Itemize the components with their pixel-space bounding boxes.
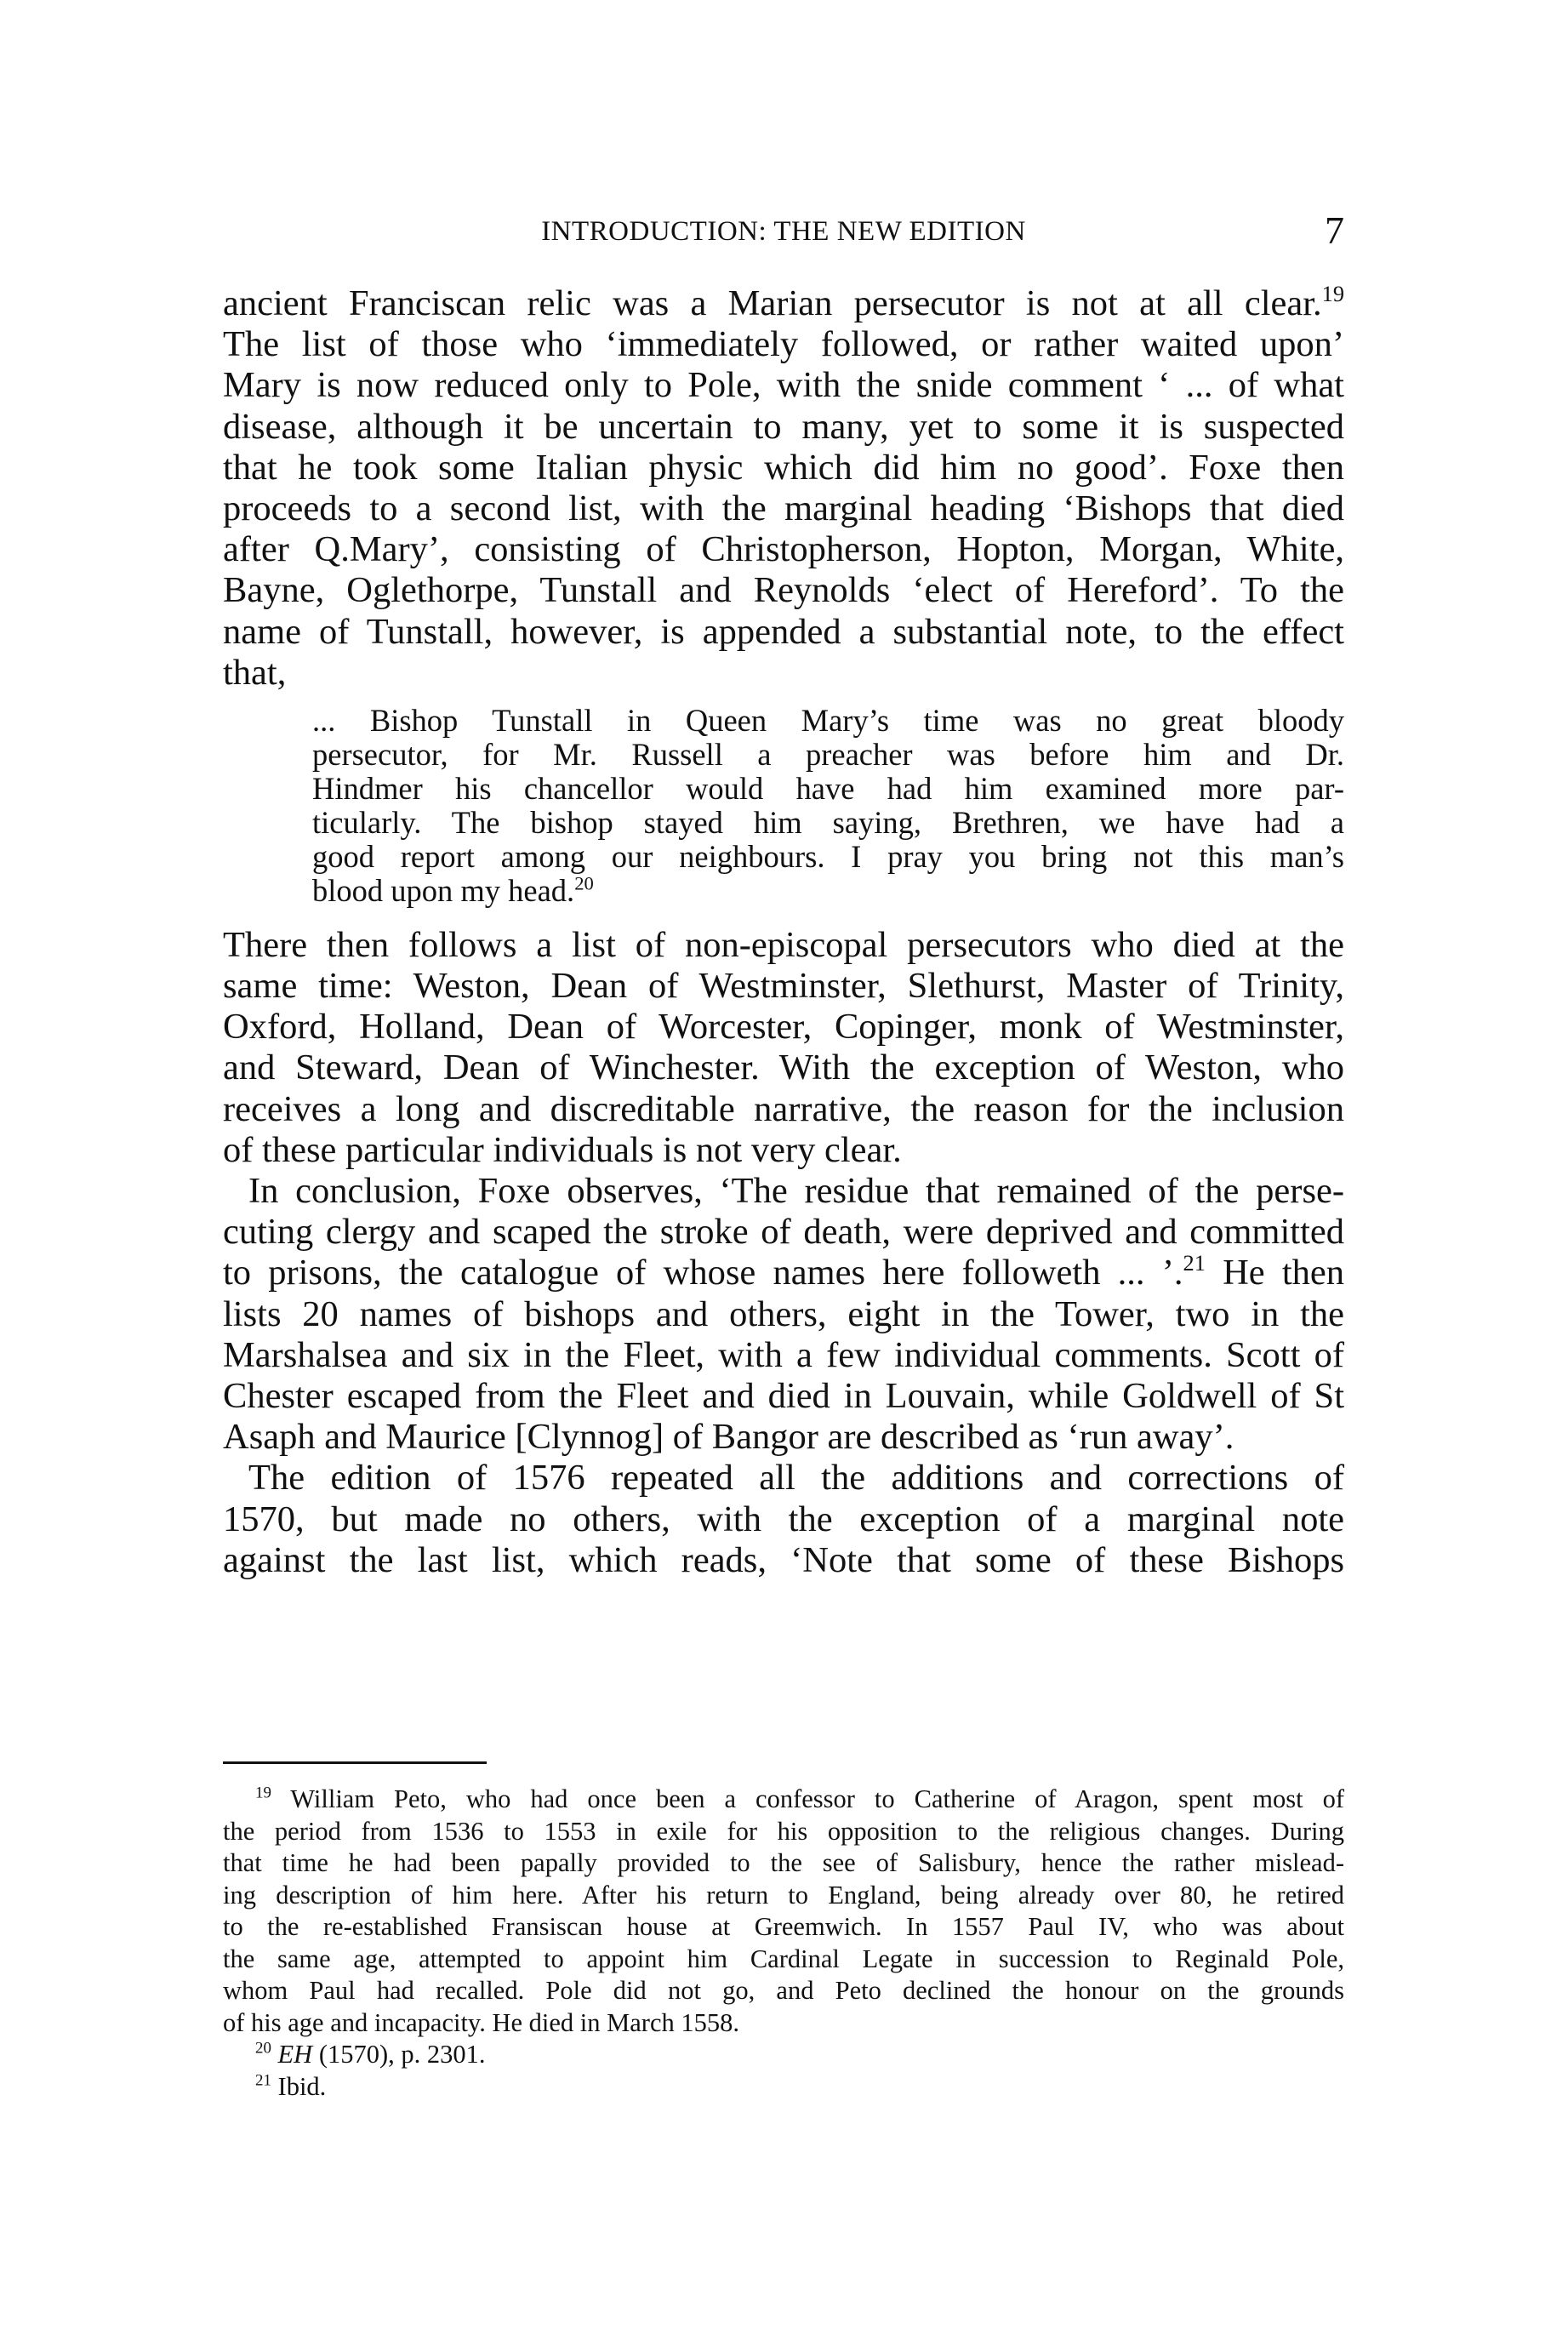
- footnote-line: whom Paul had recalled. Pole did not go, and Peto declined the honour on the grounds: [223, 1976, 1344, 2005]
- text-line: after Q.Mary’, consisting of Christopherson, Hopton, Morgan, White,: [223, 529, 1344, 570]
- text-line: proceeds to a second list, with the marginal heading ‘Bishops that died: [223, 488, 1344, 528]
- footnote-marker-20: 20: [255, 2039, 271, 2058]
- text-line: In conclusion, Foxe observes, ‘The residue that remained of the perse-: [248, 1171, 1344, 1211]
- text-line: Chester escaped from the Fleet and died in Louvain, while Goldwell of St: [223, 1375, 1344, 1416]
- footnote-ref-19: 19: [1321, 282, 1344, 307]
- text-line: 1570, but made no others, with the exception of a marginal note: [223, 1499, 1344, 1539]
- text-line: same time: Weston, Dean of Westminster, Slethurst, Master of Trinity,: [223, 966, 1344, 1007]
- text-line: The list of those who ‘immediately followed, or rather waited upon’: [223, 324, 1344, 365]
- text-line: receives a long and discreditable narrative, the reason for the inclusion: [223, 1088, 1344, 1129]
- footnote-line: the same age, attempted to appoint him Cardinal Legate in succession to Reginald Pole,: [223, 1944, 1344, 1973]
- block-quote: [312, 704, 1344, 908]
- footnote-marker-19: 19: [255, 1784, 271, 1802]
- footnote-line: ing description of him here. After his return to England, being already over 80, he retired: [223, 1880, 1344, 1910]
- footnote-line: $^{21}$ Ibid.: [255, 2071, 327, 2101]
- footnote-line: $^{20}$ EH (1570), p. 2301.: [255, 2039, 486, 2069]
- footnote-19: [223, 1784, 1344, 2039]
- quote-line: good report among our neighbours. I pray you bring not this man’s: [312, 838, 1344, 874]
- running-title: INTRODUCTION: THE NEW EDITION: [541, 216, 1026, 247]
- footnote-source: EH: [277, 2040, 313, 2069]
- text-line: to prisons, the catalogue of whose names here followeth ... ’.$^{21}$ He then: [223, 1251, 1344, 1293]
- quote-line: ... Bishop Tunstall in Queen Mary’s time was no great bloody: [312, 702, 1344, 738]
- body-text: [223, 283, 1344, 1581]
- quote-line: Hindmer his chancellor would have had him examined more par-: [312, 770, 1344, 806]
- footnote-line: of his age and incapacity. He died in March 1558.: [223, 2007, 739, 2037]
- text-line: There then follows a list of non-episcopal persecutors who died at the: [223, 924, 1344, 965]
- footnote-ref-21: 21: [1183, 1251, 1206, 1276]
- footnote-21: [223, 2071, 1344, 2104]
- text-line: Marshalsea and six in the Fleet, with a few individual comments. Scott of: [223, 1334, 1344, 1375]
- footnote-ref-20: 20: [574, 872, 594, 894]
- footnote-20: [223, 2039, 1344, 2071]
- quote-line: persecutor, for Mr. Russell a preacher was before him and Dr.: [312, 736, 1344, 772]
- footnote-line: to the re-established Fransiscan house at Greemwich. In 1557 Paul IV, who was about: [223, 1912, 1344, 1941]
- footnote-marker-21: 21: [255, 2071, 271, 2090]
- footnotes: [223, 1784, 1344, 2103]
- footnote-line: $^{19}$ William Peto, who had once been a confessor to Catherine of Aragon, spent most of: [255, 1784, 1345, 1813]
- footnote-line: that time he had been papally provided to the see of Salisbury, hence the rather mislead-: [223, 1848, 1344, 1877]
- footnote-line: the period from 1536 to 1553 in exile for his opposition to the religious changes. During: [223, 1816, 1344, 1846]
- text-line: ancient Franciscan relic was a Marian persecutor is not at all clear.$^{19}$: [223, 282, 1344, 323]
- text-line: cuting clergy and scaped the stroke of death, were deprived and committed: [223, 1212, 1344, 1253]
- text-line: of these particular individuals is not very clear.: [223, 1129, 902, 1170]
- running-head: [223, 208, 1344, 255]
- text-line: against the last list, which reads, ‘Note that some of these Bishops: [223, 1539, 1344, 1580]
- text-line: and Steward, Dean of Winchester. With the exception of Weston, who: [223, 1048, 1344, 1088]
- text-line: The edition of 1576 repeated all the additions and corrections of: [248, 1458, 1344, 1499]
- text-line: that,: [223, 652, 287, 693]
- text-line: that he took some Italian physic which did him no good’. Foxe then: [223, 447, 1344, 488]
- paragraph-3: [223, 1171, 1344, 1458]
- paragraph-1: [223, 283, 1344, 694]
- text-line: lists 20 names of bishops and others, eight in the Tower, two in the: [223, 1293, 1344, 1334]
- text-line: Oxford, Holland, Dean of Worcester, Copinger, monk of Westminster,: [223, 1007, 1344, 1048]
- footnote-divider: [223, 1761, 487, 1764]
- text-line: Bayne, Oglethorpe, Tunstall and Reynolds ‘elect of Hereford’. To the: [223, 570, 1344, 611]
- quote-line: blood upon my head.$^{20}$: [312, 872, 594, 908]
- text-line: Asaph and Maurice [Clynnog] of Bangor are described as ‘run away’.: [223, 1417, 1234, 1458]
- paragraph-2: [223, 925, 1344, 1171]
- text-line: Mary is now reduced only to Pole, with the snide comment ‘ ... of what: [223, 365, 1344, 406]
- paragraph-4: [223, 1458, 1344, 1581]
- page-number: 7: [1325, 208, 1344, 252]
- text-line: disease, although it be uncertain to many, yet to some it is suspected: [223, 406, 1344, 447]
- quote-line: ticularly. The bishop stayed him saying, Brethren, we have had a: [312, 804, 1344, 840]
- text-line: name of Tunstall, however, is appended a substantial note, to the effect: [223, 611, 1344, 652]
